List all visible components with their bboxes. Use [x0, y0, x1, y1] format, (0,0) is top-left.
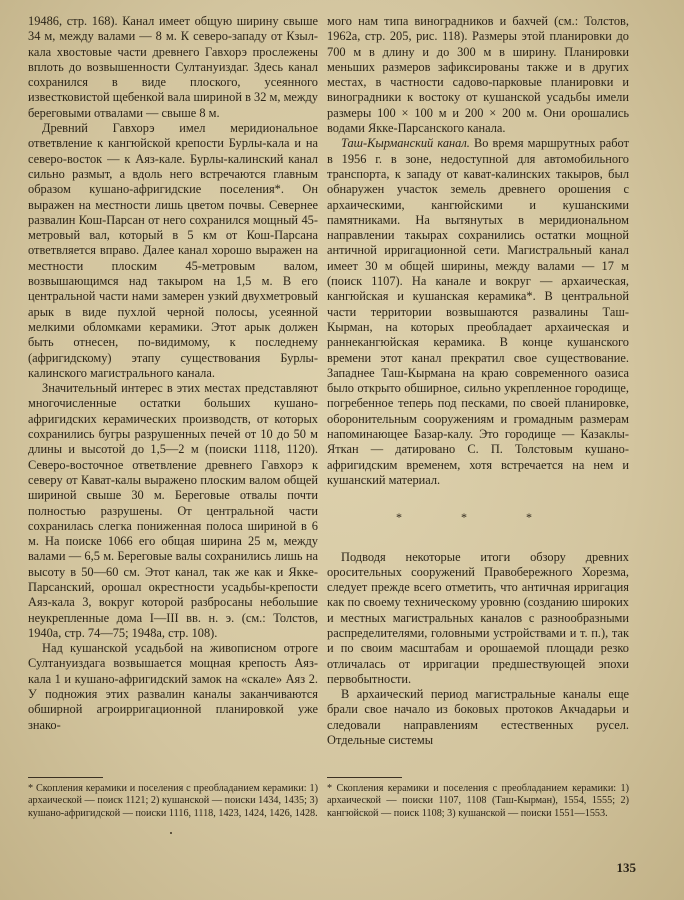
- right-paragraph-1: мого нам типа виноградников и бахчей (см.: Толстов, 1962а, стр. 205, рис. 118). Размеры этой планировки до 700 м в длину и до 300 м в ширину. Планировки меньших размеров зафиксированы также и в других местах, в частности садово-парковые планировки и виноградники к востоку от кушанской усадьбы имели размеры 100 × 100 м и 200 × 200 м. Они орошались водами Якке-Парсанского канала.: [327, 14, 629, 136]
- right-paragraph-2: [327, 136, 629, 488]
- left-paragraph-2: Древний Гавхорэ имел меридиональное ответвление к кангюйской крепости Бурлы-кала и на северо-восток — к Аяз-кале. Бурлы-калинский канал сильно размыт, а вдоль него встречаются главным образом кушано-афригидские поселения*. Он выражен на местности лишь цветом почвы. Севернее развалин Кош-Парсан от него сохранился мощный 45-метровый вал, который в 5 км от Кош-Парсана ответвляется вправо. Далее канал хорошо выражен на местности плоским 45-метровым валом, возвышающимся над такыром на 1,5 м. В его центральной части нами замерен узкий двухметровый арык в виде пухлой черной полосы, усеянной мелкими обломками керамики. Этот арык должен быть отнесен, по-видимому, к последнему (афригидскому) этапу существования Бурлы-калинского магистрального канала.: [28, 121, 318, 380]
- right-paragraph-3: Подводя некоторые итоги обзору древних оросительных сооружений Правобережного Хорезма, следует прежде всего отметить, что античная ирригация как по своему техническому уровню (созданию широких и местных магистральных каналов с разнообразными распределителями, головными устройствами и т. п.), так и по своим масштабам и орошаемой площади резко отличалась от ирригации предшествующей эпохи первобытности.: [327, 549, 629, 686]
- left-paragraph-4: Над кушанской усадьбой на живописном отроге Султануиздага возвышается мощная крепость Аяз-кала 1 и кушано-афригидский замок на «скале» Аяз 2. У подножия этих развалин каналы заканчиваются обширной агроирригационной планировкой уже знако-: [28, 641, 318, 732]
- footnote-rule-right: [327, 777, 402, 778]
- footnote-left: * Скопления керамики и поселения с преобладанием керамики: 1) архаической — поиск 1121; 2) кушанской — поиски 1434, 1435; 3) кушано-афригидской — поиски 1116, 1118, 1423, 1424, 1426, 1428.: [28, 783, 318, 819]
- section-separator: * * *: [396, 510, 560, 525]
- left-column: [28, 14, 318, 733]
- left-paragraph-3: Значительный интерес в этих местах представляют многочисленные остатки больших кушано-афригидских керамических производств, от которых сохранились бугры разрушенных печей от 10 до 50 м длины и высотой до 1,5—2 м (поиски 1118, 1120). Северо-восточное ответвление древнего Гавхорэ к северу от Кават-калы выражено плоским валом общей шириной свыше 30 м. Береговые отвалы почти полностью разрушены. От центральной части сохранилась слегка пониженная полоса шириной в 6 м. На поиске 1066 его общая ширина 25 м, между валами — 6,5 м. Береговые валы сохранились лишь на высоту в 50—60 см. Этот канал, так же как и Якке-Парсанский, орошал окрестности усадьбы-крепости Аяз-кала 3, вокруг которой разбросаны небольшие неукрепленные дома I—III вв. н. э. (см.: Толстов, 1940а, стр. 74—75; 1948а, стр. 108).: [28, 381, 318, 640]
- right-paragraph-2-body: Во время маршрутных работ в 1956 г. в зоне, недоступной для автомобильного транспорта, к западу от кават-калинских такыров, был обнаружен участок земель древнего орошения с архаическими, кангюйскими и кушанскими памятниками. На вытянутых в меридиональном направлении такырах сохранились остатки мощной античной ирригационной сети. Магистральный канал имеет 30 м общей ширины, между валами — 17 м (поиск 1107). На канале и вокруг — архаическая, кангюйская и кушанская керамика*. В центральной части территории возвышаются развалины Таш-Кырман, на которых преобладает архаическая и раннекангюйская керамика. В конце кушанского времени этот канал прекратил свое существование. Западнее Таш-Кырмана на краю современного оазиса было открыто обширное, сильно укрепленное городище, погребенное теперь под песками, по своей планировке, оборонительным сооружениям и громадным размерам напоминающее Базар-калу. Это городище — Казаклы-Яткан — датировано С. П. Толстовым кушано-афригидским временем, хотя встречается на нем и кушанский материал.: [327, 136, 630, 487]
- right-column: [327, 14, 629, 748]
- right-paragraph-4: В архаический период магистральные каналы еще брали свое начало из боковых протоков Акчадарьи и следовали направлениям естественных русел. Отдельные системы: [327, 687, 629, 748]
- ink-speck: [170, 832, 172, 834]
- footnote-right: * Скопления керамики и поселения с преобладанием керамики: 1) архаической — поиски 1107, 1108 (Таш-Кырман), 1554, 1555; 2) кангюйской — поиск 1108; 3) кушанской — поиски 1551—1553.: [327, 783, 629, 819]
- section-title: Таш-Кырманский канал.: [341, 136, 470, 151]
- footnote-rule-left: [28, 777, 103, 778]
- page-number: 135: [616, 860, 636, 875]
- left-paragraph-1: 19486, стр. 168). Канал имеет общую ширину свыше 34 м, между валами — 8 м. К северо-западу от Кзыл-кала хвостовые части древнего Гавхорэ прослежены вплоть до возвышенности Султануиздаг. Здесь канал сохранился в виде плоского, усеянного известковистой щебенкой вала шириной в 32 м, между береговыми отвалами — свыше 8 м.: [28, 14, 318, 120]
